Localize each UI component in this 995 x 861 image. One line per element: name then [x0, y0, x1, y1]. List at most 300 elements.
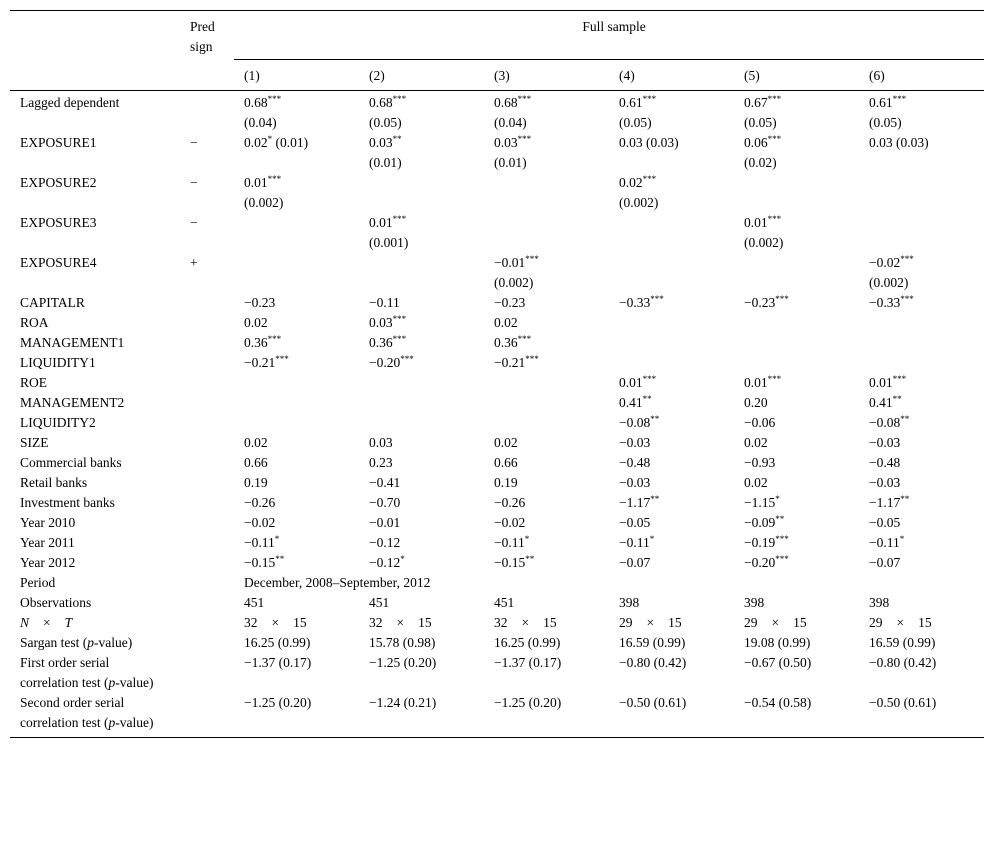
coefficient-value: −0.19	[744, 535, 776, 550]
n-times-t-value	[234, 613, 359, 633]
row-label: MANAGEMENT1	[20, 335, 125, 350]
coefficient-cell	[859, 333, 984, 353]
table-row	[10, 373, 984, 393]
standard-error: (0.01)	[494, 155, 527, 170]
significance-stars: *	[274, 534, 280, 544]
t-value: 15	[918, 615, 932, 630]
coefficient-cell	[234, 213, 359, 253]
significance-stars: *	[267, 134, 273, 144]
pred-sign	[180, 533, 234, 553]
coefficient-value: 0.01	[869, 375, 893, 390]
test-label: Sargan test (	[20, 635, 88, 650]
standard-error: (0.01)	[272, 135, 309, 150]
coefficient-value: 0.06	[744, 135, 768, 150]
test-label: -value)	[115, 715, 154, 730]
coefficient-value: 0.66	[244, 455, 268, 470]
pred-sign	[180, 433, 234, 453]
coefficient-value: −0.07	[869, 555, 901, 570]
coefficient-cell	[234, 173, 359, 213]
coefficient-cell	[359, 533, 484, 553]
pred-sign	[180, 573, 234, 593]
coefficient-value: −0.48	[619, 455, 651, 470]
coefficient-value: −0.26	[494, 495, 526, 510]
standard-error: (0.05)	[744, 115, 777, 130]
n-times-t-value	[734, 613, 859, 633]
coefficient-value: 0.67	[744, 95, 768, 110]
p-symbol: p	[108, 675, 116, 690]
coefficient-cell	[484, 393, 609, 413]
pred-sign	[180, 513, 234, 533]
test-value: −1.25 (0.20)	[369, 655, 437, 670]
test-value: −0.80 (0.42)	[619, 655, 687, 670]
coefficient-cell	[734, 293, 859, 313]
row-label	[10, 693, 180, 738]
significance-stars: **	[525, 554, 535, 564]
coefficient-cell	[234, 413, 359, 433]
coefficient-value: 0.01	[619, 375, 643, 390]
table-row	[10, 433, 984, 453]
coefficient-cell	[234, 493, 359, 513]
coefficient-cell	[609, 373, 734, 393]
coefficient-value: −0.08	[869, 415, 901, 430]
coefficient-value: 0.20	[744, 395, 768, 410]
coefficient-cell	[234, 513, 359, 533]
coefficient-cell	[859, 293, 984, 313]
table-row-test	[10, 633, 984, 653]
significance-stars: ***	[900, 254, 914, 264]
coefficient-cell	[234, 533, 359, 553]
coefficient-cell	[359, 213, 484, 253]
coefficient-cell	[734, 393, 859, 413]
observations-value: 398	[619, 595, 640, 610]
coefficient-cell	[234, 313, 359, 333]
column-header: (5)	[734, 60, 859, 91]
coefficient-cell	[859, 453, 984, 473]
test-label: Second order serial correlation test (	[20, 695, 125, 730]
standard-error: (0.002)	[869, 275, 909, 290]
observations-value: 451	[244, 595, 265, 610]
row-label: EXPOSURE3	[20, 215, 97, 230]
test-value: 16.59 (0.99)	[869, 635, 936, 650]
row-label	[10, 653, 180, 693]
coefficient-cell	[484, 433, 609, 453]
coefficient-value: −0.15	[244, 555, 276, 570]
row-label: Year 2012	[20, 555, 76, 570]
coefficient-value: −0.03	[869, 475, 901, 490]
p-symbol: p	[87, 635, 94, 650]
coefficient-cell	[359, 133, 484, 173]
coefficient-value: −0.07	[619, 555, 651, 570]
coefficient-value: −0.11	[619, 535, 650, 550]
row-label: Commercial banks	[20, 455, 122, 470]
row-label: LIQUIDITY2	[20, 415, 96, 430]
test-label: -value)	[115, 675, 154, 690]
coefficient-cell	[359, 513, 484, 533]
coefficient-value: 0.61	[619, 95, 643, 110]
coefficient-value: −0.08	[619, 415, 651, 430]
standard-error: (0.002)	[244, 195, 284, 210]
coefficient-value: −0.11	[494, 535, 525, 550]
coefficient-cell	[484, 253, 609, 293]
period-value: December, 2008–September, 2012	[244, 575, 431, 590]
coefficient-cell	[734, 453, 859, 473]
table-row	[10, 293, 984, 313]
coefficient-cell	[859, 493, 984, 513]
coefficient-value: −0.03	[619, 475, 651, 490]
coefficient-value: −0.41	[369, 475, 401, 490]
coefficient-value: −0.21	[244, 355, 276, 370]
coefficient-cell	[734, 333, 859, 353]
row-label: Lagged dependent	[20, 95, 120, 110]
coefficient-value: −0.11	[369, 295, 400, 310]
coefficient-value: 0.19	[494, 475, 518, 490]
significance-stars: ***	[392, 214, 407, 224]
pred-sign	[180, 333, 234, 353]
coefficient-value: −0.02	[494, 515, 526, 530]
pred-sign	[180, 293, 234, 313]
t-value: 15	[418, 615, 432, 630]
regression-table-container	[10, 10, 984, 738]
pred-sign	[180, 653, 234, 693]
row-label: EXPOSURE1	[20, 135, 97, 150]
coefficient-value: −0.21	[494, 355, 526, 370]
coefficient-cell	[734, 133, 859, 173]
coefficient-value: 0.02	[494, 435, 518, 450]
coefficient-value: −0.09	[744, 515, 776, 530]
significance-stars: ***	[775, 554, 789, 564]
row-label: Year 2011	[20, 535, 75, 550]
pred-sign	[180, 353, 234, 373]
coefficient-cell	[484, 133, 609, 173]
significance-stars: ***	[642, 374, 657, 384]
n-value: 32	[244, 615, 258, 630]
significance-stars: *	[400, 554, 405, 564]
pred-sign: −	[190, 175, 198, 190]
row-label: Investment banks	[20, 495, 115, 510]
significance-stars: **	[392, 134, 402, 144]
test-value: −1.25 (0.20)	[234, 693, 359, 738]
coefficient-value: 0.36	[244, 335, 268, 350]
test-value: −0.54 (0.58)	[734, 693, 859, 738]
coefficient-value: −1.17	[619, 495, 651, 510]
row-label: ROA	[20, 315, 49, 330]
coefficient-value: 0.01	[744, 215, 768, 230]
table-row	[10, 91, 984, 134]
coefficient-cell	[234, 393, 359, 413]
coefficient-value: −1.15	[744, 495, 776, 510]
coefficient-cell	[484, 373, 609, 393]
test-label: -value)	[94, 635, 133, 650]
row-label: Year 2010	[20, 515, 76, 530]
coefficient-cell	[734, 553, 859, 573]
coefficient-cell	[859, 173, 984, 213]
coefficient-cell	[609, 91, 734, 134]
coefficient-cell	[609, 493, 734, 513]
test-value: −1.37 (0.17)	[494, 655, 562, 670]
coefficient-cell	[234, 373, 359, 393]
standard-error: (0.01)	[369, 155, 402, 170]
coefficient-cell	[734, 91, 859, 134]
header-empty-cell	[10, 11, 180, 91]
table-row-test	[10, 693, 984, 738]
column-header: (3)	[484, 60, 609, 91]
table-body	[10, 91, 984, 738]
coefficient-cell	[359, 493, 484, 513]
t-value: 15	[793, 615, 807, 630]
coefficient-value: 0.41	[619, 395, 643, 410]
standard-error: (0.002)	[619, 195, 659, 210]
significance-stars: **	[892, 394, 902, 404]
n-times-t-value	[484, 613, 609, 633]
coefficient-value: 0.03	[369, 135, 393, 150]
pred-sign	[180, 553, 234, 573]
significance-stars: ***	[767, 374, 782, 384]
coefficient-value: 0.03	[369, 315, 393, 330]
standard-error: (0.04)	[494, 115, 527, 130]
significance-stars: ***	[392, 334, 407, 344]
coefficient-cell	[359, 433, 484, 453]
coefficient-value: 0.36	[494, 335, 518, 350]
significance-stars: *	[775, 494, 780, 504]
coefficient-value: 0.02	[244, 435, 268, 450]
coefficient-cell	[234, 473, 359, 493]
table-row	[10, 313, 984, 333]
test-value: 16.59 (0.99)	[619, 635, 686, 650]
significance-stars: ***	[892, 94, 907, 104]
coefficient-value: −0.06	[744, 415, 776, 430]
coefficient-cell	[609, 253, 734, 293]
significance-stars: ***	[650, 294, 664, 304]
coefficient-cell	[359, 473, 484, 493]
coefficient-value: 0.03	[494, 135, 518, 150]
coefficient-cell	[609, 393, 734, 413]
test-value: −1.25 (0.20)	[484, 693, 609, 738]
standard-error: (0.05)	[369, 115, 402, 130]
coefficient-value: −0.05	[619, 515, 651, 530]
coefficient-cell	[609, 413, 734, 433]
significance-stars: *	[899, 534, 905, 544]
pred-sign: +	[190, 255, 198, 270]
coefficient-cell	[234, 353, 359, 373]
column-header: (6)	[859, 60, 984, 91]
coefficient-value: 0.02	[619, 175, 643, 190]
pred-sign	[180, 313, 234, 333]
table-row	[10, 213, 984, 253]
coefficient-cell	[484, 493, 609, 513]
n-value: 29	[619, 615, 633, 630]
table-row	[10, 453, 984, 473]
coefficient-value: −0.05	[869, 515, 901, 530]
times-symbol: ×	[896, 615, 905, 630]
n-value: 32	[369, 615, 383, 630]
significance-stars: ***	[525, 254, 539, 264]
significance-stars: ***	[517, 334, 532, 344]
coefficient-value: 0.01	[369, 215, 393, 230]
coefficient-value: −0.26	[244, 495, 276, 510]
coefficient-value: −0.20	[744, 555, 776, 570]
coefficient-cell	[484, 173, 609, 213]
significance-stars: ***	[525, 354, 539, 364]
coefficient-cell	[484, 313, 609, 333]
coefficient-value: 0.68	[494, 95, 518, 110]
test-value: −0.50 (0.61)	[609, 693, 734, 738]
coefficient-cell	[484, 553, 609, 573]
coefficient-value: −0.02	[869, 255, 901, 270]
coefficient-cell	[609, 293, 734, 313]
coefficient-value: −0.70	[369, 495, 401, 510]
coefficient-cell	[234, 293, 359, 313]
coefficient-value: 0.01	[244, 175, 268, 190]
coefficient-cell	[234, 253, 359, 293]
column-header: (2)	[359, 60, 484, 91]
times-symbol: ×	[43, 615, 51, 630]
coefficient-value: −0.48	[869, 455, 901, 470]
n-times-t-value	[359, 613, 484, 633]
pred-sign	[180, 633, 234, 653]
significance-stars: ***	[400, 354, 414, 364]
significance-stars: ***	[900, 294, 914, 304]
standard-error: (0.02)	[744, 155, 777, 170]
coefficient-value: 0.68	[369, 95, 393, 110]
significance-stars: ***	[892, 374, 907, 384]
coefficient-value: 0.02	[244, 315, 268, 330]
coefficient-cell	[484, 473, 609, 493]
coefficient-value: 0.02	[244, 135, 268, 150]
significance-stars: ***	[642, 174, 657, 184]
significance-stars: **	[900, 414, 910, 424]
pred-sign	[180, 613, 234, 633]
coefficient-cell	[484, 91, 609, 134]
significance-stars: ***	[267, 174, 282, 184]
coefficient-value: −0.23	[494, 295, 526, 310]
coefficient-cell	[734, 313, 859, 333]
coefficient-cell	[734, 473, 859, 493]
table-row	[10, 133, 984, 173]
coefficient-value: 0.02	[494, 315, 518, 330]
standard-error: (0.04)	[244, 115, 277, 130]
significance-stars: ***	[267, 334, 282, 344]
coefficient-value: 0.01	[744, 375, 768, 390]
coefficient-cell	[234, 553, 359, 573]
table-row	[10, 333, 984, 353]
column-header: (1)	[234, 60, 359, 91]
times-symbol: ×	[271, 615, 280, 630]
coefficient-cell	[359, 353, 484, 373]
p-symbol: p	[108, 715, 116, 730]
n-value: 32	[494, 615, 508, 630]
observations-value: 398	[869, 595, 890, 610]
coefficient-cell	[484, 213, 609, 253]
coefficient-value: −0.12	[369, 555, 401, 570]
coefficient-cell	[734, 493, 859, 513]
row-label	[10, 613, 180, 633]
coefficient-cell	[859, 393, 984, 413]
test-value: −0.50 (0.61)	[859, 693, 984, 738]
significance-stars: ***	[775, 534, 789, 544]
significance-stars: ***	[392, 94, 407, 104]
coefficient-cell	[484, 353, 609, 373]
times-symbol: ×	[396, 615, 405, 630]
table-row-n-times-t	[10, 613, 984, 633]
coefficient-cell	[609, 473, 734, 493]
n-symbol: N	[20, 615, 30, 630]
row-label: CAPITALR	[20, 295, 85, 310]
test-value: −1.24 (0.21)	[359, 693, 484, 738]
coefficient-cell	[734, 433, 859, 453]
test-value: −0.67 (0.50)	[744, 655, 812, 670]
test-value: −1.37 (0.17)	[244, 655, 312, 670]
coefficient-cell	[859, 373, 984, 393]
significance-stars: **	[275, 554, 285, 564]
coefficient-cell	[359, 373, 484, 393]
times-symbol: ×	[521, 615, 530, 630]
row-label: LIQUIDITY1	[20, 355, 96, 370]
coefficient-cell	[859, 473, 984, 493]
coefficient-cell	[234, 91, 359, 134]
significance-stars: *	[649, 534, 655, 544]
coefficient-cell	[609, 313, 734, 333]
t-symbol: T	[64, 615, 73, 630]
row-label: EXPOSURE4	[20, 255, 97, 270]
test-value: −0.80 (0.42)	[869, 655, 937, 670]
coefficient-value: −0.02	[244, 515, 276, 530]
coefficient-cell	[609, 333, 734, 353]
coefficient-cell	[859, 533, 984, 553]
table-row	[10, 393, 984, 413]
coefficient-cell	[859, 213, 984, 253]
table-row	[10, 253, 984, 293]
coefficient-cell	[734, 213, 859, 253]
coefficient-value: −0.33	[869, 295, 901, 310]
coefficient-cell	[234, 333, 359, 353]
coefficient-value: 0.03	[369, 435, 393, 450]
standard-error: (0.002)	[744, 235, 784, 250]
coefficient-cell	[234, 133, 359, 173]
t-value: 15	[668, 615, 682, 630]
coefficient-cell	[734, 353, 859, 373]
coefficient-cell	[359, 453, 484, 473]
coefficient-cell	[359, 91, 484, 134]
coefficient-cell	[484, 453, 609, 473]
coefficient-cell	[859, 313, 984, 333]
coefficient-cell	[859, 353, 984, 373]
significance-stars: *	[524, 534, 530, 544]
coefficient-cell	[484, 513, 609, 533]
times-symbol: ×	[771, 615, 780, 630]
coefficient-cell	[609, 213, 734, 253]
coefficient-cell	[359, 313, 484, 333]
coefficient-cell	[734, 533, 859, 553]
row-label	[10, 633, 180, 653]
coefficient-value: 0.23	[369, 455, 393, 470]
coefficient-value: 0.68	[244, 95, 268, 110]
pred-sign	[180, 91, 234, 134]
table-row	[10, 473, 984, 493]
row-label: Period	[20, 575, 56, 590]
coefficient-cell	[859, 133, 984, 173]
coefficient-cell	[609, 173, 734, 213]
standard-error: (0.05)	[869, 115, 902, 130]
coefficient-value: −1.17	[869, 495, 901, 510]
table-row-period	[10, 573, 984, 593]
coefficient-cell	[734, 253, 859, 293]
column-header: (4)	[609, 60, 734, 91]
test-value: 19.08 (0.99)	[744, 635, 811, 650]
table-row	[10, 493, 984, 513]
header-full-sample: Full sample	[234, 11, 984, 60]
coefficient-value: −0.20	[369, 355, 401, 370]
observations-value: 451	[369, 595, 390, 610]
